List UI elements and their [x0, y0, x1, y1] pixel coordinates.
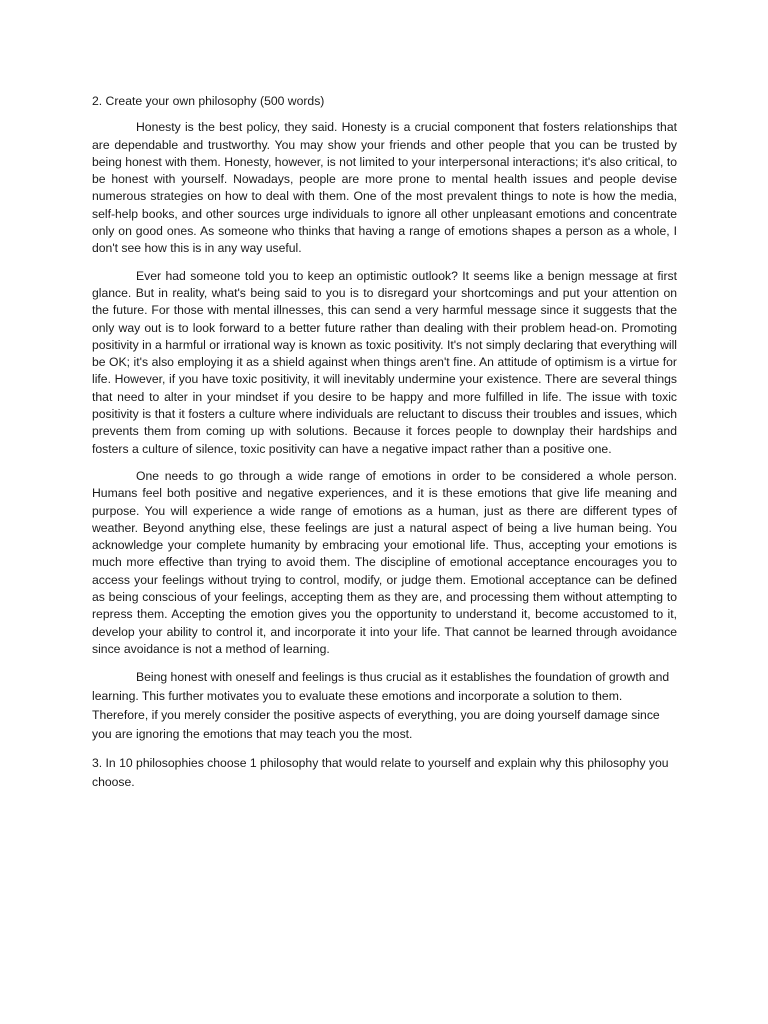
section-2-heading: 2. Create your own philosophy (500 words) [92, 94, 325, 108]
paragraph-emotions: One needs to go through a wide range of emotions in order to be considered a whole person. Humans feel both positive and negative experiences, and it is these emotions that give life meaning and purpose. You will experience a wide range of emotions as a human, just as there are different types of weather. Beyond anything else, these feelings are just a natural aspect of being a live human being. You acknowledge your complete humanity by embracing your emotional life. Thus, accepting your emotions is much more effective than trying to avoid them. The discipline of emotional acceptance encourages you to access your feelings without trying to control, modify, or judge them. Emotional acceptance can be defined as being conscious of your feelings, accepting them as they are, and processing them without attempting to repress them. Accepting the emotion gives you the opportunity to understand it, become accustomed to it, develop your ability to control it, and incorporate it into your life. That cannot be learned through avoidance since avoidance is not a method of learning. [92, 468, 677, 656]
paragraph-conclusion: Being honest with oneself and feelings is thus crucial as it establishes the foundation of growth and learning. This further motivates you to evaluate these emotions and incorporate a solution to them. Therefore, if you merely consider the positive aspects of everything, you are doing yourself damage since you are ignoring the emotions that may teach you the most. [92, 670, 670, 742]
section-3-heading: 3. In 10 philosophies choose 1 philosophy that would relate to yourself and explain why this philosophy you choose. [92, 756, 669, 790]
paragraph-toxic-positivity: Ever had someone told you to keep an optimistic outlook? It seems like a benign message at first glance. But in reality, what's being said to you is to disregard your shortcomings and put your attention on the future. For those with mental illnesses, this can send a very harmful message since it suggests that the only way out is to look forward to a better future rather than dealing with their problem head-on. Promoting positivity in a harmful or irrational way is known as toxic positivity. It's not simply declaring that everything will be OK; it's also employing it as a shield against when things aren't fine. An attitude of optimism is a virtue for life. However, if you have toxic positivity, it will inevitably undermine your existence. There are several things that need to alter in your mindset if you desire to be happy and more fulfilled in life. The issue with toxic positivity is that it fosters a culture where individuals are reluctant to discuss their troubles and issues, which prevents them from coming up with solutions. Because it forces people to downplay their hardships and fosters a culture of silence, toxic positivity can have a negative impact rather than a positive one. [92, 268, 677, 456]
document-body [92, 93, 677, 801]
paragraph-honesty: Honesty is the best policy, they said. Honesty is a crucial component that fosters relationships that are dependable and trustworthy. You may show your friends and other people that you can be trusted by being honest with them. Honesty, however, is not limited to your interpersonal interactions; it's also critical, to be honest with yourself. Nowadays, people are more prone to mental health issues and people devise numerous strategies on how to deal with them. One of the most prevalent things to note is how the media, self-help books, and other sources urge individuals to ignore all other unpleasant emotions and concentrate only on good ones. As someone who thinks that having a range of emotions shapes a person as a whole, I don't see how this is in any way useful. [92, 120, 677, 256]
